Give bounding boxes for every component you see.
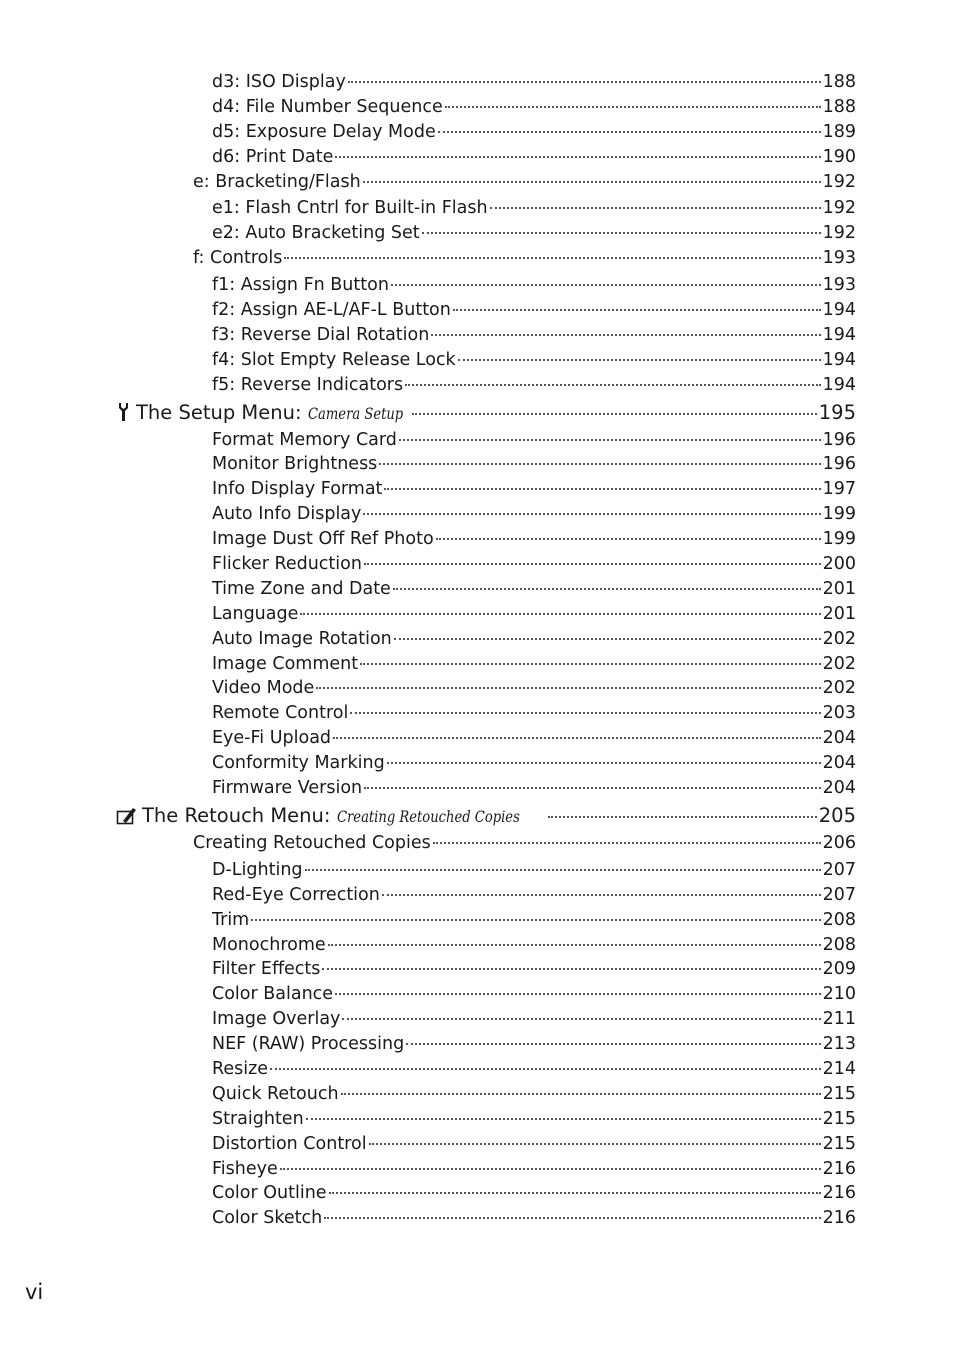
toc-entry[interactable]: Conformity Marking 204: [212, 753, 856, 774]
wrench-icon: [116, 402, 132, 422]
dot-leader: [280, 1166, 821, 1170]
dot-leader: [393, 586, 821, 590]
toc-entry[interactable]: Color Outline 216: [212, 1183, 856, 1204]
dot-leader: [436, 536, 821, 540]
toc-entry[interactable]: e1: Flash Cntrl for Built-in Flash 192: [212, 198, 856, 219]
toc-entry[interactable]: Time Zone and Date 201: [212, 578, 856, 599]
dot-leader: [364, 561, 821, 565]
dot-leader: [405, 382, 820, 386]
toc-entry[interactable]: Quick Retouch 215: [212, 1083, 856, 1104]
toc-menu-retouch[interactable]: The Retouch Menu: Creating Retouched Copies 205: [0, 802, 954, 830]
toc-entry[interactable]: Eye-Fi Upload 204: [212, 728, 856, 749]
toc-entry[interactable]: Remote Control 203: [212, 703, 856, 724]
dot-leader: [384, 486, 820, 490]
toc-entry[interactable]: Language 201: [212, 603, 856, 624]
toc-entry[interactable]: Image Dust Off Ref Photo 199: [212, 529, 856, 550]
dot-leader: [433, 840, 821, 844]
dot-leader: [305, 867, 821, 871]
dot-leader: [490, 205, 821, 209]
toc-menu-setup[interactable]: The Setup Menu: Camera Setup 195: [0, 399, 954, 427]
dot-leader: [363, 179, 821, 183]
toc-entry[interactable]: Trim 208: [212, 909, 856, 930]
toc-entry[interactable]: f3: Reverse Dial Rotation 194: [212, 324, 856, 345]
dot-leader: [328, 942, 821, 946]
toc-entry[interactable]: f2: Assign AE-L/AF-L Button 194: [212, 300, 856, 321]
toc-entry[interactable]: Format Memory Card 196: [212, 429, 856, 450]
toc-entry[interactable]: f1: Assign Fn Button 193: [212, 275, 856, 296]
dot-leader: [363, 511, 820, 515]
dot-leader: [329, 1190, 821, 1194]
toc-entry[interactable]: f5: Reverse Indicators 194: [212, 374, 856, 395]
dot-leader: [364, 785, 820, 789]
toc-section-entry[interactable]: e: Bracketing/Flash 192: [193, 171, 856, 192]
dot-leader: [360, 661, 820, 665]
dot-leader: [341, 1091, 821, 1095]
dot-leader: [431, 332, 820, 336]
toc-entry[interactable]: d5: Exposure Delay Mode 189: [212, 121, 856, 142]
dot-leader: [284, 255, 820, 259]
dot-leader: [322, 966, 820, 970]
toc-entry[interactable]: Image Comment 202: [212, 653, 856, 674]
dot-leader: [335, 991, 821, 995]
dot-leader: [412, 411, 817, 415]
dot-leader: [406, 1041, 820, 1045]
dot-leader: [306, 1116, 821, 1120]
toc-entry[interactable]: Video Mode 202: [212, 678, 856, 699]
toc-entry[interactable]: d6: Print Date 190: [212, 146, 856, 167]
toc-entry[interactable]: e2: Auto Bracketing Set 192: [212, 223, 856, 244]
table-of-contents: [0, 70, 954, 1231]
toc-entry[interactable]: Auto Image Rotation 202: [212, 628, 856, 649]
page-number: vi: [25, 1280, 44, 1304]
toc-entry[interactable]: d4: File Number Sequence 188: [212, 96, 856, 117]
dot-leader: [394, 636, 821, 640]
dot-leader: [438, 129, 821, 133]
dot-leader: [382, 892, 821, 896]
dot-leader: [342, 1016, 820, 1020]
toc-entry[interactable]: Resize 214: [212, 1058, 856, 1079]
dot-leader: [251, 917, 820, 921]
dot-leader: [335, 154, 820, 158]
toc-entry[interactable]: Filter Effects 209: [212, 959, 856, 980]
dot-leader: [548, 814, 817, 818]
toc-entry[interactable]: Flicker Reduction 200: [212, 554, 856, 575]
toc-entry[interactable]: NEF (RAW) Processing 213: [212, 1034, 856, 1055]
dot-leader: [453, 307, 821, 311]
dot-leader: [391, 282, 821, 286]
dot-leader: [333, 735, 821, 739]
toc-entry[interactable]: Monitor Brightness 196: [212, 454, 856, 475]
toc-entry[interactable]: Firmware Version 204: [212, 778, 856, 799]
toc-entry[interactable]: Info Display Format 197: [212, 479, 856, 500]
retouch-brush-icon: [116, 805, 138, 825]
dot-leader: [399, 437, 821, 441]
dot-leader: [379, 461, 820, 465]
dot-leader: [422, 230, 821, 234]
dot-leader: [387, 760, 821, 764]
toc-section-entry[interactable]: f: Controls 193: [193, 248, 856, 269]
dot-leader: [348, 79, 821, 83]
toc-section-entry[interactable]: Creating Retouched Copies 206: [193, 832, 856, 853]
toc-entry[interactable]: Image Overlay 211: [212, 1009, 856, 1030]
dot-leader: [369, 1141, 821, 1145]
dot-leader: [445, 104, 821, 108]
toc-entry[interactable]: Fisheye 216: [212, 1158, 856, 1179]
toc-entry[interactable]: D-Lighting 207: [212, 859, 856, 880]
dot-leader: [270, 1066, 821, 1070]
toc-entry[interactable]: Monochrome 208: [212, 934, 856, 955]
toc-entry[interactable]: Straighten 215: [212, 1108, 856, 1129]
toc-entry[interactable]: Color Balance 210: [212, 984, 856, 1005]
toc-entry[interactable]: Color Sketch 216: [212, 1208, 856, 1229]
toc-entry[interactable]: Red-Eye Correction 207: [212, 884, 856, 905]
dot-leader: [300, 611, 820, 615]
dot-leader: [324, 1215, 820, 1219]
toc-entry[interactable]: Auto Info Display 199: [212, 504, 856, 525]
toc-entry[interactable]: Distortion Control 215: [212, 1133, 856, 1154]
toc-entry[interactable]: d3: ISO Display 188: [212, 72, 856, 92]
dot-leader: [350, 710, 820, 714]
dot-leader: [458, 357, 821, 361]
toc-entry[interactable]: f4: Slot Empty Release Lock 194: [212, 349, 856, 370]
dot-leader: [316, 685, 820, 689]
